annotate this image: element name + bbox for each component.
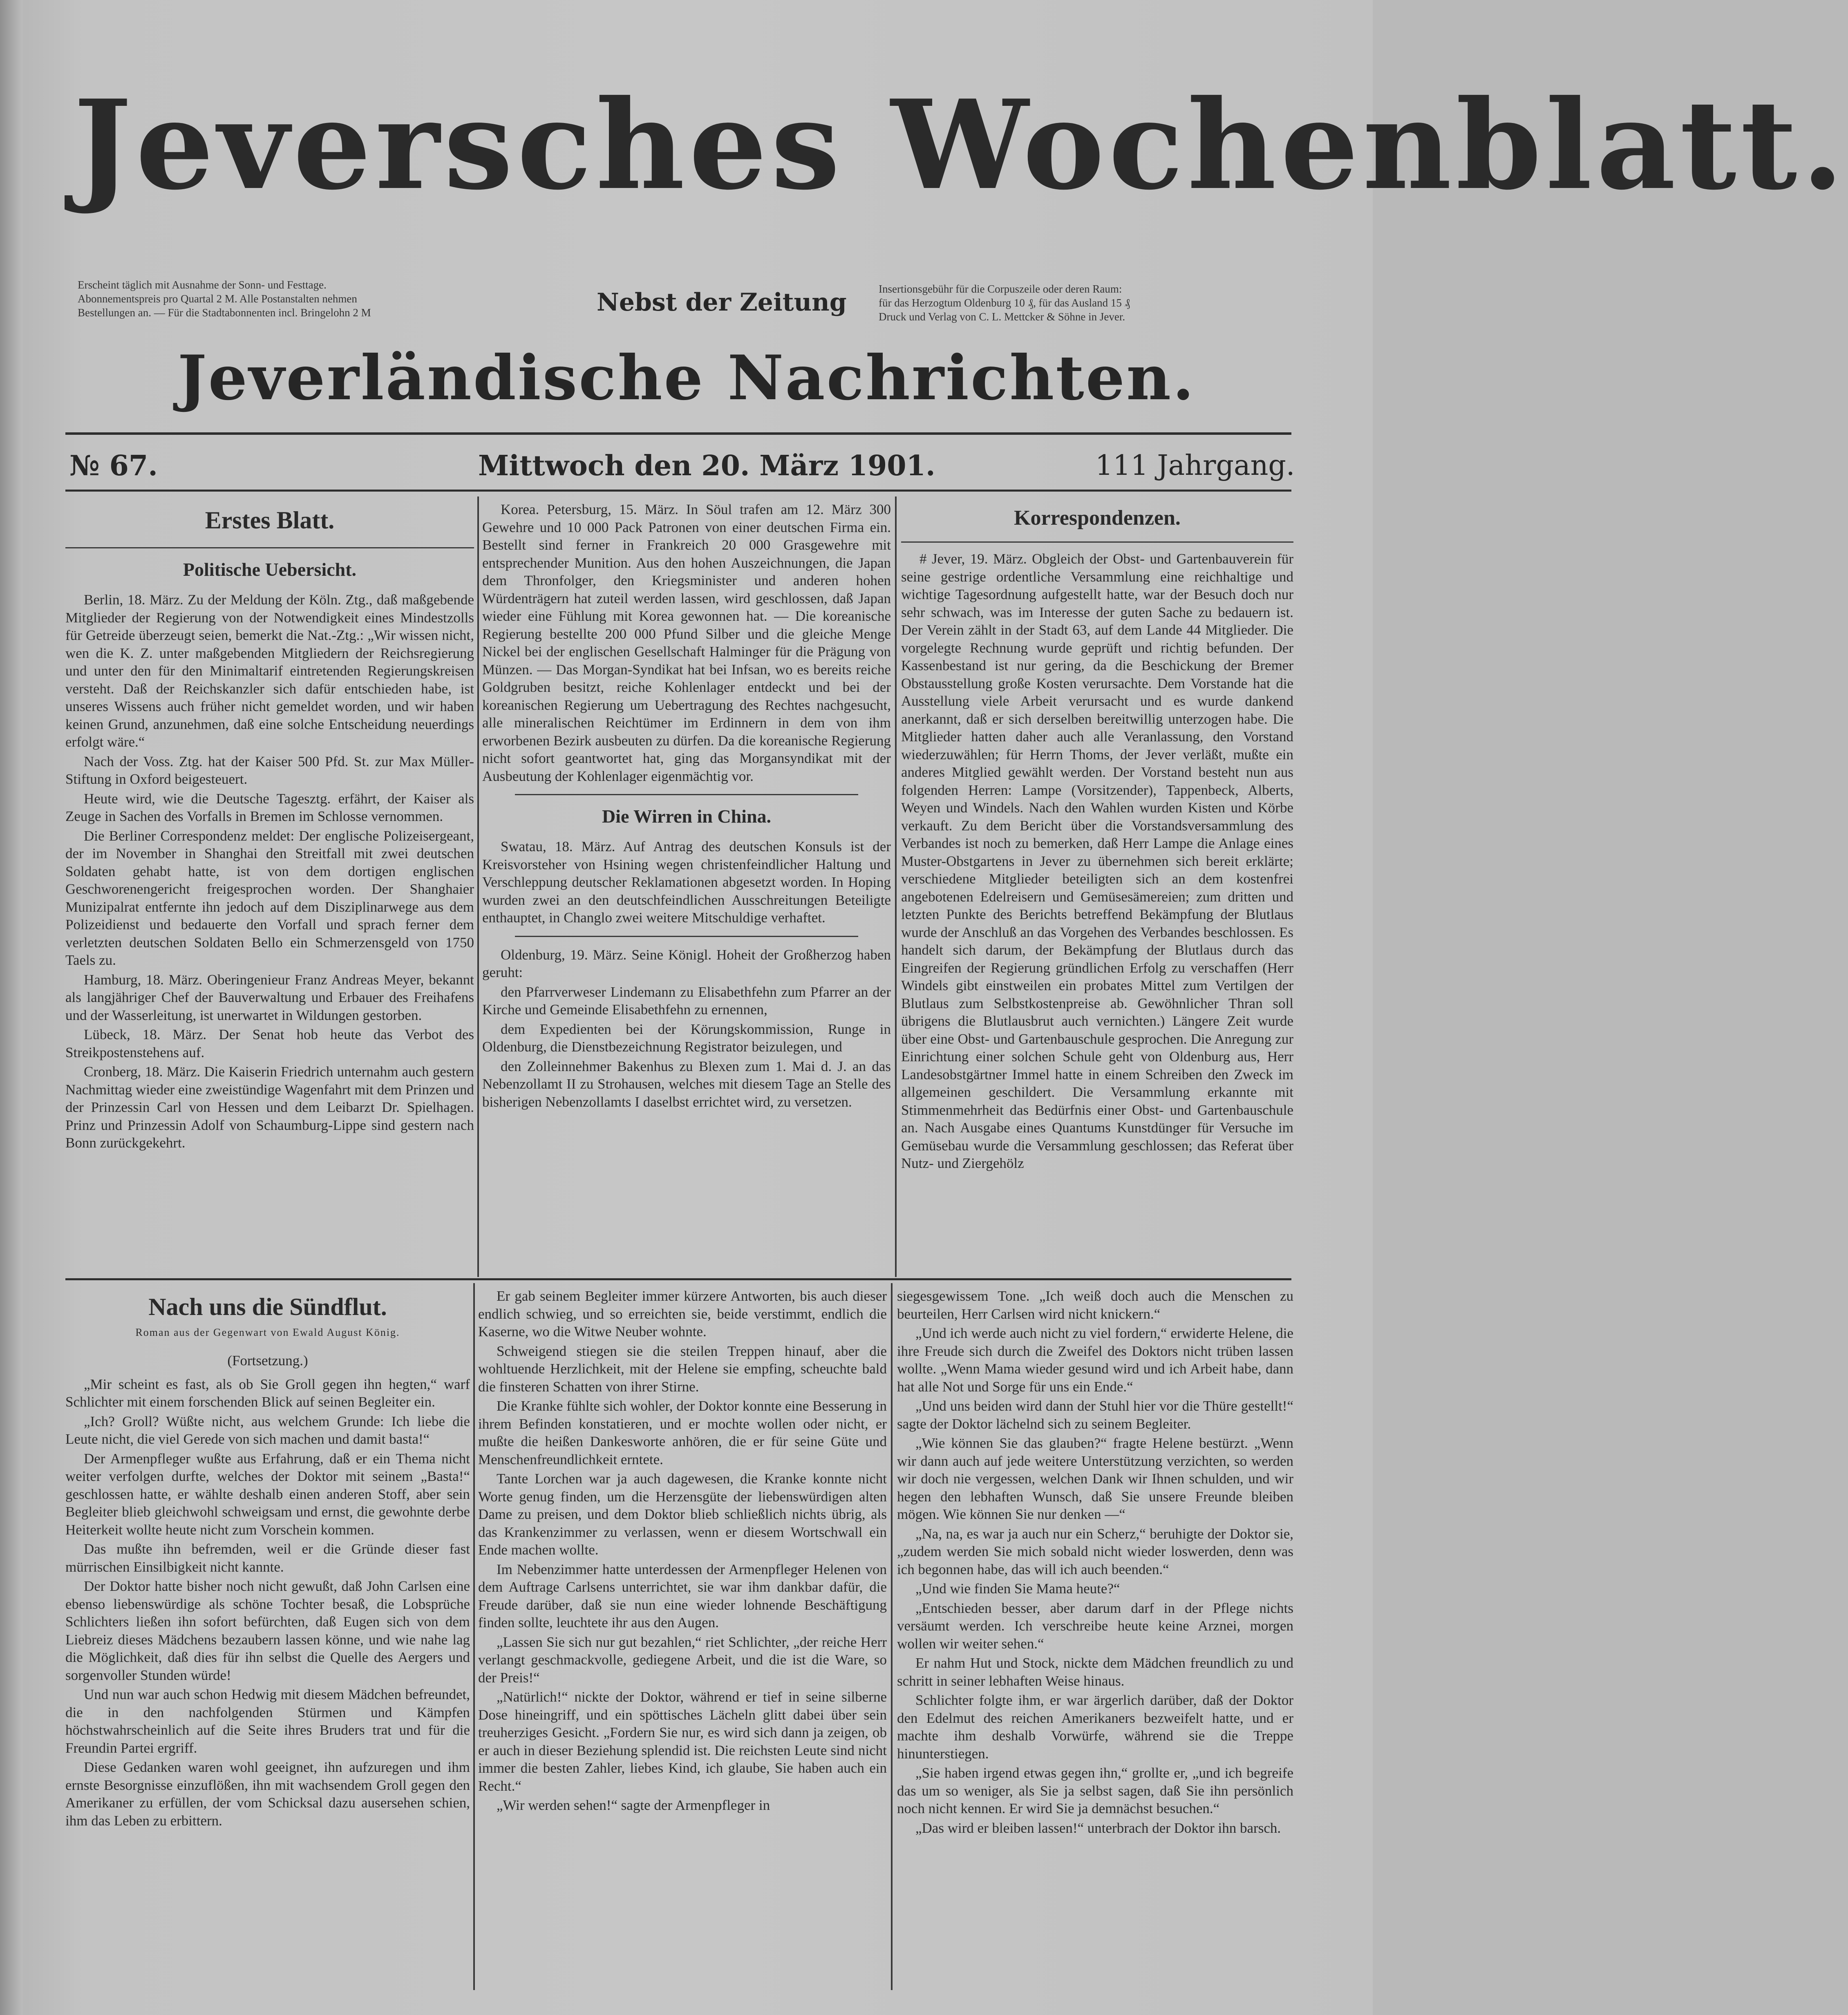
column-politische-uebersicht <box>65 496 474 1273</box>
column-divider <box>477 496 479 1277</box>
masthead-right-info: Insertionsgebühr für die Corpuszeile oder deren Raum: für das Herzogtum Oldenburg 10 ₰, für das Ausland 15 ₰ Druck und Verlag von C. L. Mettcker & Söhne in Jever. <box>879 283 1130 323</box>
section-subheading: Die Wirren in China. <box>602 806 772 827</box>
binding-edge <box>0 0 22 2015</box>
section-subheading: Politische Uebersicht. <box>183 559 357 580</box>
novel-paragraph: Der Doktor hatte bisher noch nicht gewußt, daß John Carlsen eine ebenso liebenswürdige als schöne Tochter besaß, die Lobsprüche Schlichters ließen ihn sofort befürchten, daß Eugen sich von dem Liebreiz dieses Mädchens bezaubern lassen könne, und wie nahe lag die Möglichkeit, daß dies für ihn selbst die Quelle des Aergers und sorgenvoller Stunden würde! <box>65 1578 470 1683</box>
masthead-title: Jeversches Wochenblatt. <box>74 73 1848 217</box>
section-rule <box>901 541 1293 543</box>
masthead-subtitle: Jeverländische Nachrichten. <box>177 342 1196 414</box>
novel-paragraph: „Entschieden besser, aber darum darf in der Pflege nichts versäumt werden. Ich verschreibe heute keine Arznei, morgen wollen wir weiter sehen.“ <box>897 1600 1293 1652</box>
article-paragraph: Swatau, 18. März. Auf Antrag des deutschen Konsuls ist der Kreisvorsteher von Hsining wegen christenfeindlicher Haltung und Verschleppung deutscher Reklamationen abgesetzt worden. In Hoping wurden zwei an den deutschfeindlichen Ausschreitungen Beteiligte enthauptet, in Changlo zwei weitere Mitschuldige verhaftet. <box>482 839 891 926</box>
feuilleton-rule <box>65 1278 1291 1280</box>
article-paragraph: # Jever, 19. März. Obgleich der Obst- und Gartenbauverein für seine gestrige ordentliche Versammlung eine reichhaltige und wichtige Tagesordnung aufgestellt hatte, war der Besuch doch nur sehr schwach, was im Interesse der guten Sache zu bedauern ist. Der Verein zählt in der Stadt 63, auf dem Lande 44 Mitglieder. Die vorgelegte Rechnung wurde geprüft und richtig befunden. Der Kassenbestand ist nur gering, da die Beschickung der Bremer Obstausstellung große Kosten verursachte. Dem Vorstande hat die Ausstellung viele Arbeit verursacht und es wurde dankend anerkannt, daß er sich derselben bereitwillig unterzogen habe. Die Mitglieder hatten daher auch alle Veranlassung, den Vorstand wiederzuwählen; für Herrn Thoms, der Jever verläßt, mußte ein anderes Mitglied gewählt werden. Der Vorstand besteht nun aus folgenden Herren: Lampe (Vorsitzender), Tappenbeck, Alberts, Weyen und Windels. Nach den Wahlen wurden Kisten und Körbe verkauft. Zu dem Bericht über die Vorstandsversammlung des Verbandes ist noch zu bemerken, daß Herr Lampe die Anlage eines Muster-Obstgartens in Jever zu übernehmen sich bereit erklärte; verschiedene Mitglieder beteiligten sich an dem kostenfrei angebotenen Edelreisern und Gemüsesämereien; zum dritten und letzten Punkte des Berichts betreffend Bekämpfung der Blutlaus wurde der Anschluß an das Vorgehen des Verbandes beschlossen. Es handelt sich darum, der Bekämpfung der Blutlaus durch das Eingreifen der Regierung gründlichen Erfolg zu verschaffen (Herr Windels gibt einstweilen ein probates Mittel zum Vertilgen der Blutlaus zum Selbstkostenpreise ab. Gewöhnlicher Thran soll übrigens die Blutlausbrut auch vernichten.) Längere Zeit wurde über eine Obst- und Gartenbauschule gesprochen. Die Anregung zur Einrichtung einer solchen Schule geht von Oldenburg aus, Herr Landesobstgärtner Immel hatte in einem Schreiben den Zweck im allgemeinen geschildert. Die Versammlung erkannte mit Stimmenmehrheit das Bedürfnis einer Obst- und Gartenbauschule an. Nach Ausgabe eines Quantums Kunstdünger für Versuche im Gemüsebau wurde die Versammlung geschlossen; das Referat über Nutz- und Ziergehölz <box>901 551 1293 1171</box>
column-korrespondenzen <box>901 496 1293 1273</box>
novel-paragraph: „Sie haben irgend etwas gegen ihn,“ grollte er, „und ich begreife das um so weniger, als Sie ja selbst sagen, daß Sie ihn persönlich noch nicht kennen. Er wird Sie ja demnächst besuchen.“ <box>897 1765 1293 1816</box>
article-paragraph: Die Berliner Correspondenz meldet: Der englische Polizeisergeant, der im November in Shanghai den Streitfall mit zwei deutschen Soldaten gehabt hatte, ist von dem dortigen englischen Geschworenengericht freigesprochen worden. Der Shanghaier Munizipalrat entfernte ihn jedoch auf dem Disziplinarwege aus dem Polizeidienst und bedauerte den Vorfall und sprach ferner dem verletzten deutschen Soldaten Bello ein Schmerzensgeld von 1750 Taels zu. <box>65 827 474 968</box>
novel-paragraph: „Mir scheint es fast, als ob Sie Groll gegen ihn hegten,“ warf Schlichter mit einem forschenden Blick auf seinen Begleiter ein. <box>65 1376 470 1410</box>
novel-paragraph: „Das wird er bleiben lassen!“ unterbrach der Doktor ihn barsch. <box>915 1820 1281 1836</box>
novel-paragraph: „Na, na, es war ja auch nur ein Scherz,“ beruhigte der Doktor sie, „zudem werden Sie mich sobald nicht wieder loswerden, denn was ich begonnen habe, das will ich auch beenden.“ <box>897 1525 1293 1577</box>
masthead-left-info: Erscheint täglich mit Ausnahme der Sonn- und Festtage. Abonnementspreis pro Quartal 2 M. Alle Postanstalten nehmen Bestellungen an. — Für die Stadtabonnenten incl. Bringelohn 2 M <box>78 279 371 319</box>
masthead-rule-bottom <box>65 490 1291 492</box>
column-divider <box>473 1283 475 1990</box>
article-paragraph: dem Expedienten bei der Körungskommission, Runge in Oldenburg, die Dienstbezeichnung Registrator beizulegen, und <box>482 1021 891 1055</box>
novel-paragraph: Schlichter folgte ihm, er war ärgerlich darüber, daß der Doktor den Edelmut des reichen Amerikaners bezweifelt hatte, und er machte ihm deshalb Vorwürfe, während sie die Treppe hinunterstiegen. <box>897 1692 1293 1762</box>
novel-continuation: (Fortsetzung.) <box>227 1353 308 1369</box>
article-paragraph: Nach der Voss. Ztg. hat der Kaiser 500 Pfd. St. zur Max Müller-Stiftung in Oxford beigesteuert. <box>65 753 474 787</box>
novel-byline: Roman aus der Gegenwart von Ewald August König. <box>135 1326 400 1338</box>
novel-paragraph: Im Nebenzimmer hatte unterdessen der Armenpfleger Helenen von dem Auftrage Carlsens unterrichtet, sie war ihm dankbar dafür, die Freude darüber, daß sie nun eine wieder lohnende Beschäftigung finden sollte, leuchtete ihr aus den Augen. <box>478 1561 887 1630</box>
novel-paragraph: „Natürlich!“ nickte der Doktor, während er tief in seine silberne Dose hineingriff, und ein spöttisches Lächeln glitt dabei über sein treuherziges Gesicht. „Fordern Sie nur, es wird sich dann ja zeigen, ob er auch in dieser Beziehung splendid ist. Die reichsten Leute sind nicht immer die besten Zahler, liebes Kind, ich glaube, Sie haben auch ein Recht.“ <box>478 1689 887 1794</box>
article-paragraph: Lübeck, 18. März. Der Senat hob heute das Verbot des Streikpostenstehens auf. <box>65 1027 474 1060</box>
novel-paragraph: „Wir werden sehen!“ sagte der Armenpfleger in <box>497 1797 770 1813</box>
novel-paragraph: „Und ich werde auch nicht zu viel fordern,“ erwiderte Helene, die ihre Freude sich durch die Zweifel des Doktors nicht trüben lassen wollte. „Wenn Mama wieder gesund wird und ich Arbeit habe, dann hat alle Not und Sorge für uns ein Ende.“ <box>897 1325 1293 1395</box>
novel-paragraph: Tante Lorchen war ja auch dagewesen, die Kranke konnte nicht Worte genug finden, um die Herzensgüte der liebenswürdigen alten Dame zu preisen, und dem Doktor blieb schließlich nichts übrig, als das Krankenzimmer zu verlassen, wenn er diesem Wortschwall ein Ende machen wollte. <box>478 1471 887 1558</box>
novel-paragraph: „Und uns beiden wird dann der Stuhl hier vor die Thüre gestellt!“ sagte der Doktor lächelnd sich zu seinem Begleiter. <box>897 1398 1293 1432</box>
issue-date: Mittwoch den 20. März 1901. <box>478 450 935 482</box>
novel-paragraph: Schweigend stiegen sie die steilen Treppen hinauf, aber die wohltuende Herzlichkeit, mit der Helene sie empfing, scheuchte bald die finsteren Schatten von ihrer Stirne. <box>478 1343 887 1395</box>
column-korea-china <box>482 501 891 1273</box>
article-paragraph: den Pfarrverweser Lindemann zu Elisabethfehn zum Pfarrer an der Kirche und Gemeinde Elisabethfehn zu ernennen, <box>482 984 891 1018</box>
section-rule <box>515 936 858 937</box>
section-heading: Erstes Blatt. <box>205 507 335 534</box>
section-rule <box>65 547 474 548</box>
novel-paragraph: „Wie können Sie das glauben?“ fragte Helene bestürzt. „Wenn wir dann auch auf jede weitere Unterstützung verzichten, so werden wir doch nie vergessen, welchen Dank wir Ihnen schulden, und wir hegen den lebhaften Wunsch, daß Sie unsere Freunde bleiben mögen. Wie können Sie nur denken —“ <box>897 1435 1293 1522</box>
issue-number: № 67. <box>69 450 158 482</box>
novel-paragraph: Diese Gedanken waren wohl geeignet, ihn aufzuregen und ihm ernste Besorgnisse einzuflößen, ihn mit wachsendem Groll gegen den Amerikaner zu erfüllen, der vom Schicksal dazu ausersehen schien, ihm das Leben zu erbittern. <box>65 1759 470 1829</box>
section-rule <box>515 794 858 795</box>
article-paragraph: Cronberg, 18. März. Die Kaiserin Friedrich unternahm auch gestern Nachmittag wieder eine zweistündige Wagenfahrt mit dem Prinzen und der Prinzessin Carl von Hessen und dem Leibarzt Dr. Spielhagen. Prinz und Prinzessin Adolf von Schaumburg-Lippe sind gestern nach Bonn zurückgekehrt. <box>65 1064 474 1151</box>
article-paragraph: Berlin, 18. März. Zu der Meldung der Köln. Ztg., daß maßgebende Mitglieder der Regierung von der Notwendigkeit eines Mindestzolls für Getreide überzeugt seien, bemerkt die Nat.-Ztg.: „Wir wissen nicht, wen die K. Z. unter maßgebenden Mitgliedern der Reichsregierung und unter den für den Minimaltarif eintretenden Regierungskreisen versteht. Daß der Reichskanzler sich dafür entschieden habe, ist unseres Wissens auch früher nicht gemeldet worden, und wir haben keinen Grund, anzunehmen, daß eine solche Entscheidung neuerdings erfolgt wäre.“ <box>65 592 474 750</box>
masthead-nebst-label: Nebst der Zeitung <box>597 288 847 317</box>
section-heading: Korrespondenzen. <box>1014 506 1181 530</box>
article-paragraph: Oldenburg, 19. März. Seine Königl. Hoheit der Großherzog haben geruht: <box>482 946 891 980</box>
article-paragraph: Korea. Petersburg, 15. März. In Söul trafen am 12. März 300 Gewehre und 10 000 Pack Patronen von einer deutschen Firma ein. Bestellt sind ferner in Frankreich 20 000 Grasgewehre mit entsprechender Munition. Aus den hohen Auszeichnungen, die Japan dem Thronfolger, den Kriegsminister und anderen hohen Würdenträgern hat zuteil werden lassen, wird geschlossen, daß Japan wieder eine Fühlung mit Korea gewonnen hat. — Die koreanische Regierung bestellte 200 000 Pfund Silber und die gleiche Menge Nickel bei der englischen Gesellschaft Halminger für die Prägung von Münzen. — Das Morgan-Syndikat hat bei Infsan, wo es bereits reiche Goldgruben besitzt, reiche Kohlenlager entdeckt und bei der koreanischen Regierung um Uebertragung des Rechtes nachgesucht, alle mineralischen Reichtümer im Erdinnern in dem von ihm erworbenen Bezirk ausbeuten zu dürfen. Da die koreanische Regierung nicht sofort geantwortet hat, ging das Morgansyndikat mit der Ausbeutung der Kohlenlager eigenmächtig vor. <box>482 501 891 784</box>
novel-paragraph: siegesgewissem Tone. „Ich weiß doch auch die Menschen zu beurteilen, Herr Carlsen wird nicht knickern.“ <box>897 1288 1293 1322</box>
novel-paragraph: „Lassen Sie sich nur gut bezahlen,“ riet Schlichter, „der reiche Herr verlangt geschmackvolle, gediegene Arbeit, und die ist die Ware, so der Preis!“ <box>478 1634 887 1686</box>
feuilleton-column-3 <box>897 1287 1293 1990</box>
article-paragraph: Hamburg, 18. März. Oberingenieur Franz Andreas Meyer, bekannt als langjähriger Chef der Bauverwaltung und Erbauer des Freihafens und der Wasserleitung, ist unerwartet in Wildungen gestorben. <box>65 971 474 1023</box>
column-divider <box>891 1283 893 1990</box>
novel-paragraph: „Und wie finden Sie Mama heute?“ <box>915 1581 1120 1597</box>
novel-title: Nach uns die Sündflut. <box>148 1293 387 1320</box>
novel-paragraph: Er nahm Hut und Stock, nickte dem Mädchen freundlich zu und schritt in seiner lebhaften Weise hinaus. <box>897 1655 1293 1689</box>
novel-paragraph: Er gab seinem Begleiter immer kürzere Antworten, bis auch dieser endlich schwieg, und so erreichten sie, beide verstimmt, endlich die Kaserne, wo die Witwe Neuber wohnte. <box>478 1288 887 1340</box>
issue-year: 111 Jahrgang. <box>1095 450 1295 482</box>
novel-paragraph: Die Kranke fühlte sich wohler, der Doktor konnte eine Besserung in ihrem Befinden konstatieren, und er mochte wollen oder nicht, er mußte die heißen Dankesworte anhören, die er für seine Güte und Menschenfreundlichkeit erntete. <box>478 1398 887 1467</box>
feuilleton-column-2 <box>478 1287 887 1990</box>
novel-paragraph: Das mußte ihn befremden, weil er die Gründe dieser fast mürrischen Einsilbigkeit nicht kannte. <box>65 1541 470 1575</box>
article-paragraph: Heute wird, wie die Deutsche Tagesztg. erfährt, der Kaiser als Zeuge in Sachen des Vorfalls in Bremen im Schlosse vernommen. <box>65 790 474 824</box>
novel-paragraph: Der Armenpfleger wußte aus Erfahrung, daß er ein Thema nicht weiter verfolgen durfte, welches der Doktor mit seinem „Basta!“ geschlossen hatte, er wählte deshalb einen anderen Stoff, aber sein Begleiter blieb gleichwohl schweigsam und ernst, die gewohnte derbe Heiterkeit wollte heute nicht zum Vorschein kommen. <box>65 1450 470 1538</box>
novel-paragraph: Und nun war auch schon Hedwig mit diesem Mädchen befreundet, die in den nachfolgenden Stürmen und Kämpfen höchstwahrscheinlich auf die Seite ihres Bruders trat und für die Freundin Partei ergriff. <box>65 1686 470 1756</box>
feuilleton-column-1 <box>65 1283 470 1990</box>
article-paragraph: den Zolleinnehmer Bakenhus zu Blexen zum 1. Mai d. J. an das Nebenzollamt II zu Strohausen, welches mit diesem Tage an Stelle des bisherigen Nebenzollamts I daselbst errichtet wird, zu versetzen. <box>482 1058 891 1110</box>
column-divider <box>895 496 897 1277</box>
masthead-rule-top <box>65 432 1291 435</box>
novel-paragraph: „Ich? Groll? Wüßte nicht, aus welchem Grunde: Ich liebe die Leute nicht, die viel Gerede von sich machen und damit basta!“ <box>65 1413 470 1447</box>
